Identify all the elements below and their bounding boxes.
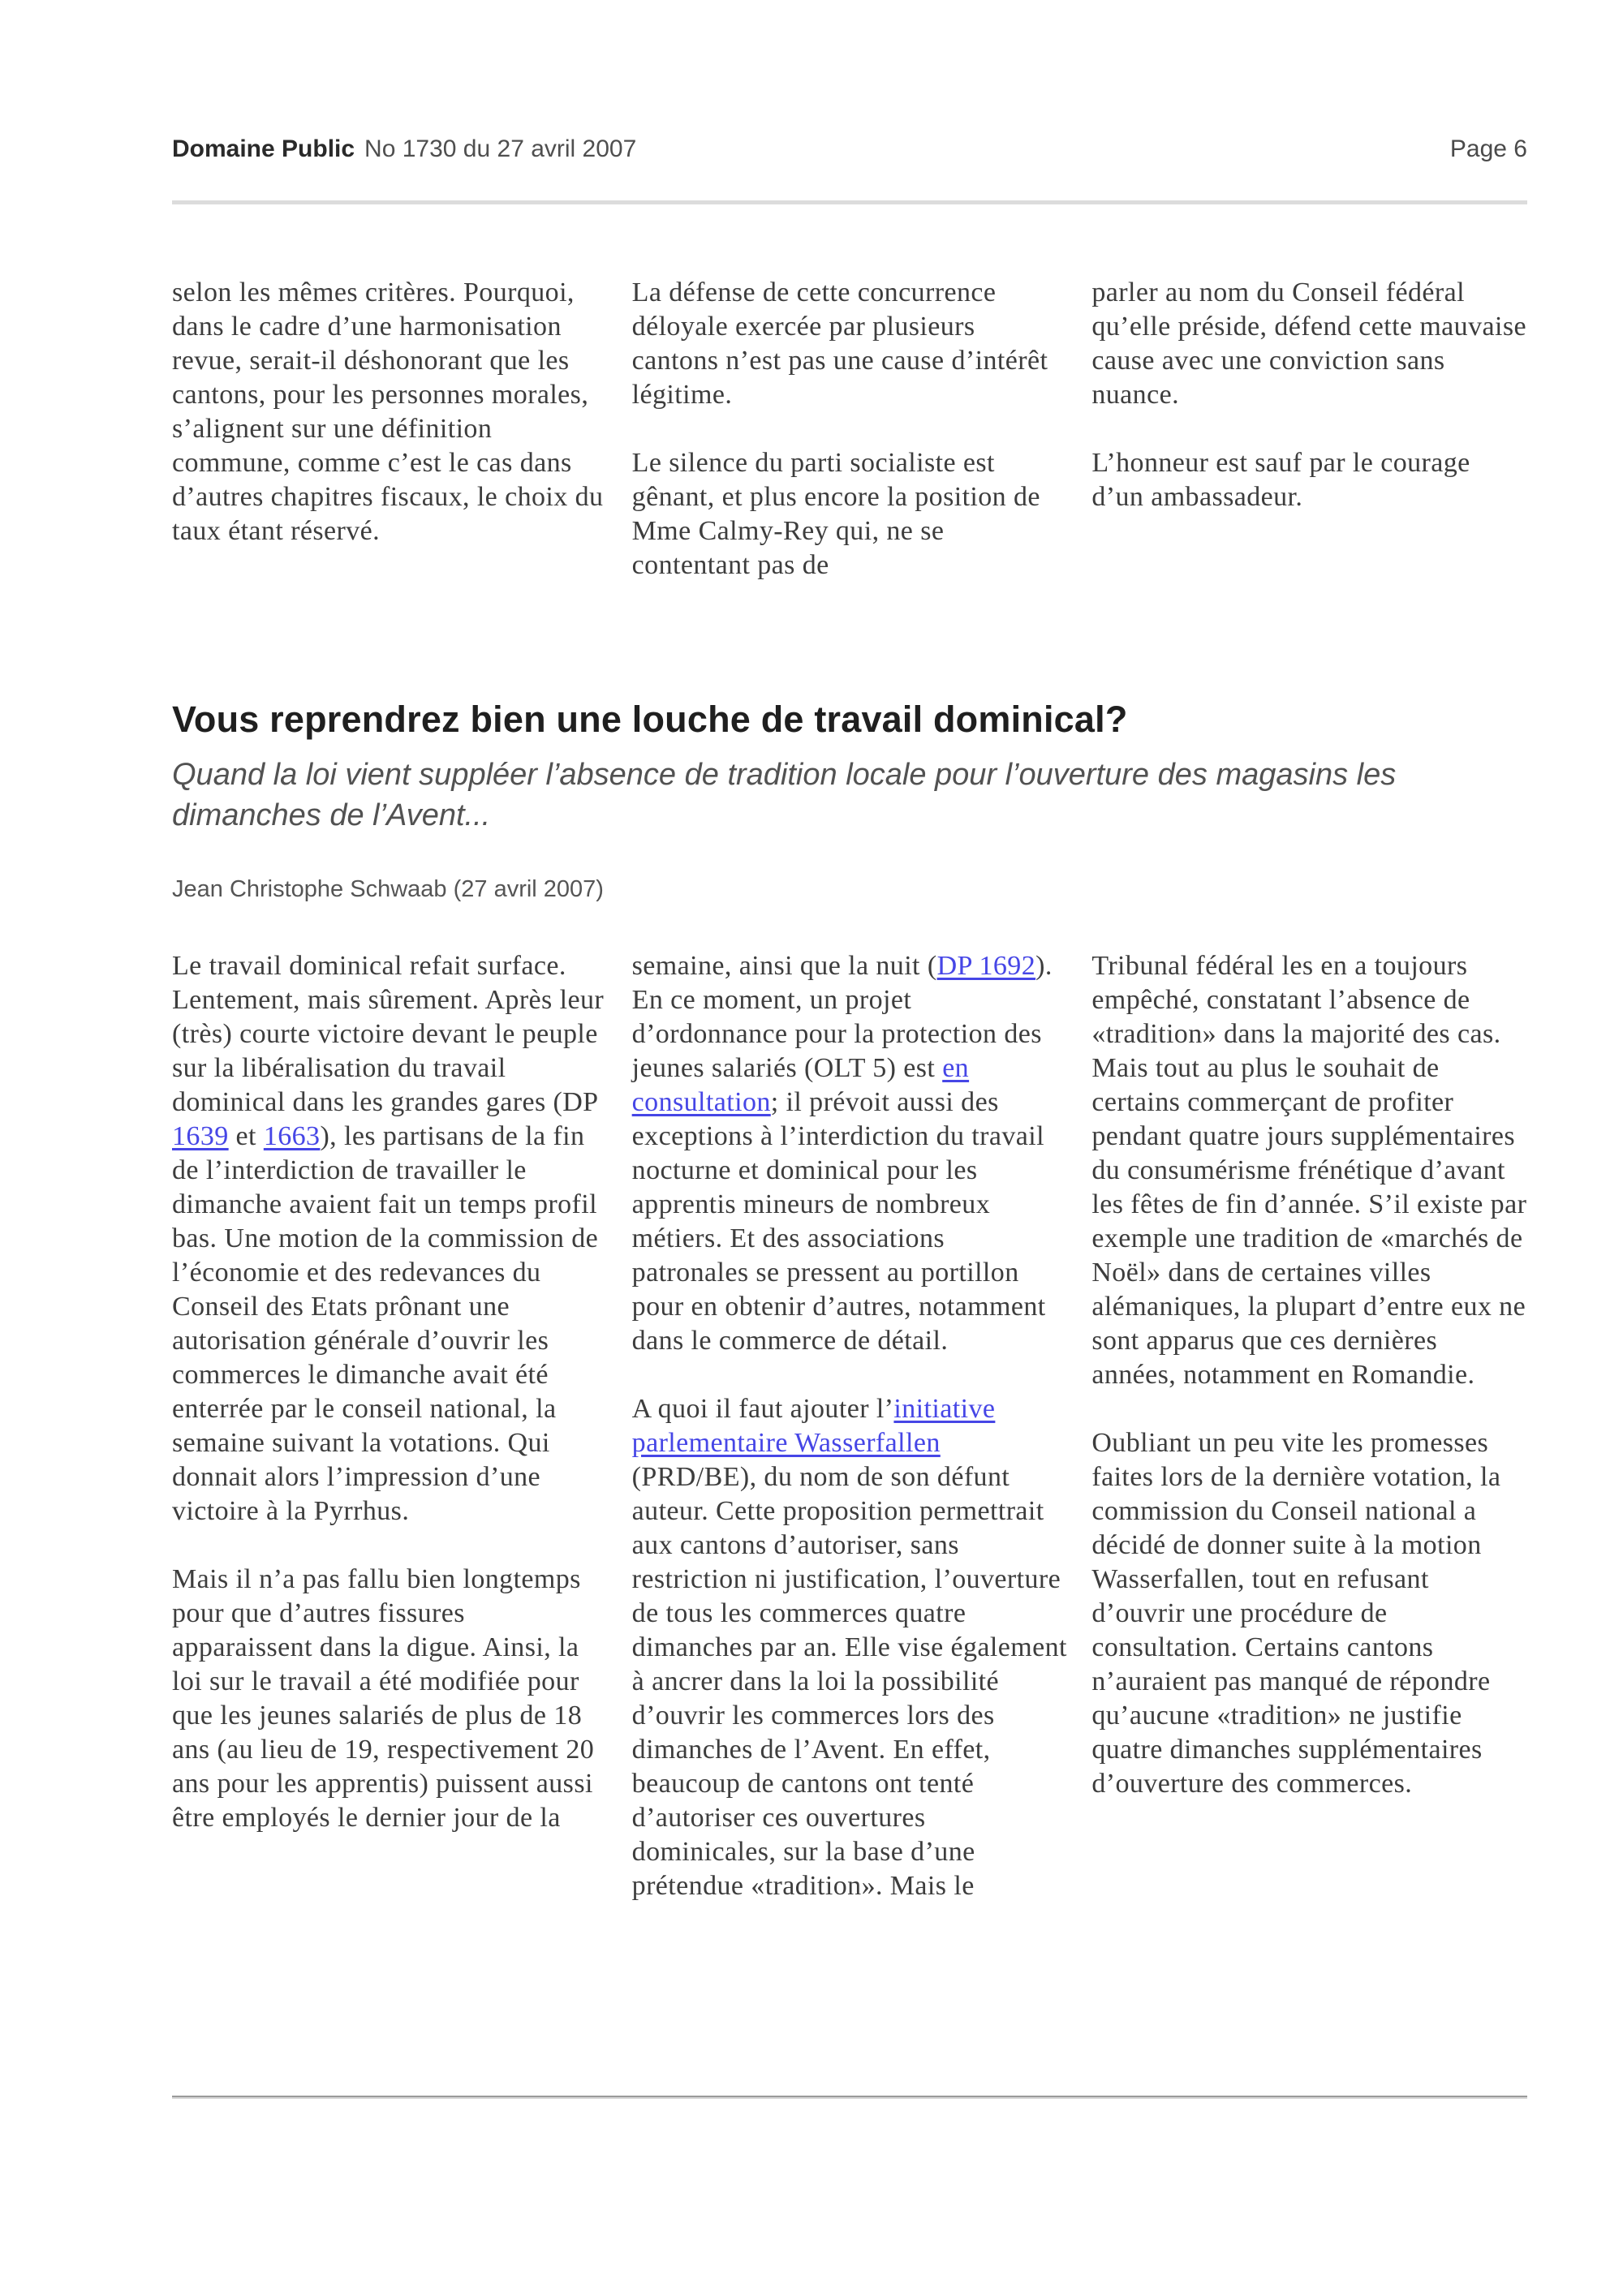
article-title: Vous reprendrez bien une louche de travail dominical? bbox=[172, 699, 1128, 740]
text-run: A quoi il faut ajouter l’ bbox=[631, 1394, 894, 1424]
text-run: ; il prévoit aussi des exceptions à l’interdiction du travail nocturne et dominical pour les apprentis mineurs de nombreux métiers. Et des associations patronales se pressent au portillon pour en obtenir d’autres, notamment dans le commerce de détail. bbox=[631, 1087, 1046, 1356]
paragraph bbox=[632, 1392, 1068, 1903]
text-column bbox=[1091, 949, 1527, 1801]
text-run: ), les partisans de la fin de l’interdiction de travailler le dimanche avaient fait un temps profil bas. Une motion de la commission de l’économie et des redevances du Conseil des Etats prônant une autorisation générale d’ouvrir les commerces le dimanche avait été enterrée par le conseil national, la semaine suivant la votations. Qui donnait alors l’impression d’une victoire à la Pyrrhus. bbox=[172, 1121, 599, 1526]
text-column bbox=[632, 949, 1068, 1903]
paragraph bbox=[1091, 446, 1527, 514]
text-run: parler au nom du Conseil fédéral qu’elle préside, défend cette mauvaise cause avec une conviction sans nuance. bbox=[1091, 277, 1526, 410]
paragraph bbox=[632, 446, 1068, 583]
inline-link[interactable]: 1639 bbox=[172, 1121, 229, 1151]
inline-link[interactable]: DP 1692 bbox=[936, 951, 1036, 981]
paragraph bbox=[172, 1563, 608, 1835]
paragraph bbox=[172, 276, 608, 548]
issue-label: No 1730 du 27 avril 2007 bbox=[364, 135, 637, 162]
text-run: Le silence du parti socialiste est gênant, et plus encore la position de Mme Calmy-Rey qui, ne se contentant pas de bbox=[631, 448, 1040, 580]
paragraph bbox=[172, 949, 608, 1529]
text-run: semaine, ainsi que la nuit ( bbox=[631, 951, 937, 981]
header-rule bbox=[172, 200, 1527, 204]
paragraph bbox=[632, 276, 1068, 412]
text-run: Mais il n’a pas fallu bien longtemps pour que d’autres fissures apparaissent dans la digue. Ainsi, la loi sur le travail a été modifiée pour que les jeunes salariés de plus de 18 ans (au lieu de 19, respectivement 20 ans pour les apprentis) puissent aussi être employés le dernier jour de la bbox=[172, 1564, 595, 1833]
paragraph bbox=[1091, 276, 1527, 412]
text-column bbox=[1091, 276, 1527, 514]
text-run: selon les mêmes critères. Pourquoi, dans le cadre d’une harmonisation revue, serait-il déshonorant que les cantons, pour les personnes morales, s’alignent sur une définition commune, comme c’est le cas dans d’autres chapitres fiscaux, le choix du taux étant réservé. bbox=[172, 277, 604, 546]
text-run: et bbox=[228, 1121, 264, 1151]
text-run: Le travail dominical refait surface. Lentement, mais sûrement. Après leur (très) courte victoire devant le peuple sur la libéralisation du travail dominical dans les grandes gares (DP bbox=[172, 951, 605, 1117]
text-run: (PRD/BE), du nom de son défunt auteur. Cette proposition permettrait aux cantons d’autoriser, sans restriction ni justification, l’ouverture de tous les commerces quatre dimanches par an. Elle vise également à ancrer dans la loi la possibilité d’ouvrir les commerces lors des dimanches de l’Avent. En effet, beaucoup de cantons ont tenté d’autoriser ces ouvertures dominicales, sur la base d’une prétendue «tradition». Mais le bbox=[631, 1462, 1067, 1901]
text-run: Oubliant un peu vite les promesses faites lors de la dernière votation, la commission du Conseil national a décidé de donner suite à la motion Wasserfallen, tout en refusant d’ouvrir une procédure de consultation. Certains cantons n’auraient pas manqué de répondre qu’aucune «tradition» ne justifie quatre dimanches supplémentaires d’ouverture des commerces. bbox=[1091, 1428, 1501, 1799]
inline-link[interactable]: 1663 bbox=[263, 1121, 321, 1151]
text-run: Tribunal fédéral les en a toujours empêché, constatant l’absence de «tradition» dans la majorité des cas. Mais tout au plus le souhait de certains commerçant de profiter pendant quatre jours supplémentaires du consumérisme frénétique d’avant les fêtes de fin d’année. S’il existe par exemple une tradition de «marchés de Noël» dans de certaines villes alémaniques, la plupart d’entre eux ne sont apparus que ces dernières années, notamment en Romandie. bbox=[1091, 951, 1527, 1390]
body-columns bbox=[172, 949, 1527, 1903]
top-article-columns bbox=[172, 276, 1527, 583]
inline-link[interactable]: initiative parlementaire Wasserfallen bbox=[631, 1394, 996, 1458]
paragraph bbox=[632, 949, 1068, 1358]
text-column bbox=[172, 276, 608, 548]
inline-link[interactable]: en consultation bbox=[631, 1053, 970, 1117]
article-byline: Jean Christophe Schwaab (27 avril 2007) bbox=[172, 876, 604, 902]
text-run: L’honneur est sauf par le courage d’un ambassadeur. bbox=[1091, 448, 1470, 512]
page-header bbox=[172, 135, 1527, 164]
publication-name: Domaine Public bbox=[172, 135, 355, 162]
footer-rule bbox=[172, 2096, 1527, 2099]
page-number: Page 6 bbox=[1449, 135, 1527, 162]
article-head bbox=[172, 698, 1527, 904]
text-run: La défense de cette concurrence déloyale exercée par plusieurs cantons n’est pas une cause d’intérêt légitime. bbox=[631, 277, 1048, 410]
paragraph bbox=[1091, 1426, 1527, 1801]
article-subtitle: Quand la loi vient suppléer l’absence de tradition locale pour l’ouverture des magasins les dimanches de l’Avent... bbox=[172, 758, 1397, 832]
paragraph bbox=[1091, 949, 1527, 1392]
text-column bbox=[632, 276, 1068, 583]
text-run: ). En ce moment, un projet d’ordonnance pour la protection des jeunes salariés (OLT 5) est bbox=[631, 951, 1053, 1083]
header-left bbox=[172, 135, 636, 164]
text-column bbox=[172, 949, 608, 1835]
